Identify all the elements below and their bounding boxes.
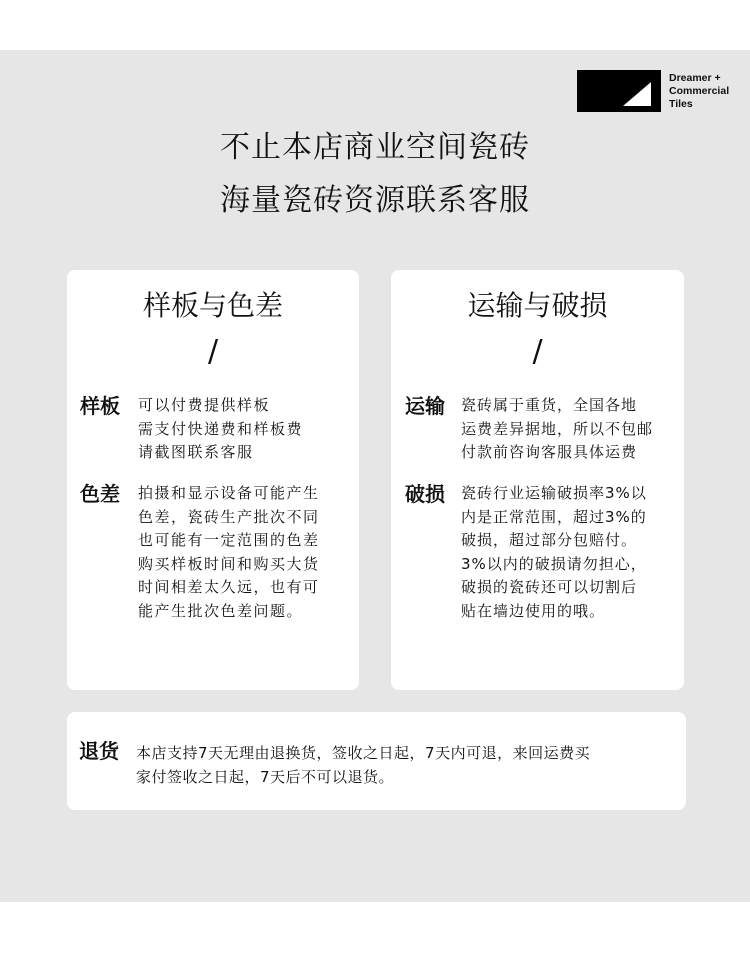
sample-color-card [67, 270, 359, 690]
headline-line-2: 海量瓷砖资源联系客服 [220, 183, 530, 218]
text-line: 购买样板时间和购买大货 [138, 554, 320, 573]
text-line: 内是正常范围，超过3%的 [461, 507, 647, 526]
return-policy-card [67, 712, 686, 810]
logo-line-1: Dreamer + [669, 72, 721, 84]
item-label: 样板 [80, 394, 120, 418]
text-line: 能产生批次色差问题。 [138, 601, 304, 620]
text-line: 贴在墙边使用的哦。 [461, 601, 606, 620]
text-line: 3%以内的破损请勿担心， [461, 554, 647, 573]
headline-line-1: 不止本店商业空间瓷砖 [220, 130, 530, 165]
text-line: 拍摄和显示设备可能产生 [138, 484, 320, 502]
return-label: 退货 [79, 739, 119, 763]
logo-line-2: Commercial [669, 85, 730, 97]
item-label: 色差 [80, 482, 120, 506]
text-line: 付款前咨询客服具体运费 [461, 443, 638, 461]
item-label: 运输 [405, 394, 445, 418]
text-line: 也可能有一定范围的色差 [138, 531, 320, 549]
title-divider-slash: / [532, 334, 543, 369]
item-text [138, 482, 320, 623]
text-line: 家付签收之日起，7天后不可以退货。 [136, 768, 395, 786]
logo-line-3: Tiles [669, 98, 693, 110]
item-text [461, 482, 647, 623]
text-line: 破损的瓷砖还可以切割后 [461, 578, 638, 596]
text-line: 可以付费提供样板 [138, 396, 271, 414]
text-line: 瓷砖属于重货，全国各地 [461, 396, 638, 414]
sample-item [80, 394, 303, 465]
return-text [136, 741, 590, 789]
logo-mark-icon [577, 70, 661, 112]
card-title: 样板与色差 [142, 289, 283, 322]
item-label: 破损 [405, 482, 445, 506]
color-difference-item [80, 482, 320, 623]
item-text [461, 394, 653, 465]
text-line: 瓷砖行业运输破损率3%以 [461, 484, 647, 502]
text-line: 需支付快递费和样板费 [138, 419, 304, 438]
logo-text [669, 72, 729, 111]
title-divider-slash: / [207, 334, 219, 369]
text-line: 时间相差太久远，也有可 [138, 578, 320, 596]
text-line: 请截图联系客服 [138, 443, 254, 461]
text-line: 本店支持7天无理由退换货，签收之日起，7天内可退，来回运费买 [136, 744, 591, 762]
item-text [138, 394, 303, 465]
text-line: 色差，瓷砖生产批次不同 [138, 507, 320, 526]
text-line: 运费差异据地，所以不包邮 [461, 419, 654, 438]
shipping-item [405, 394, 653, 465]
damage-item [405, 482, 647, 623]
text-line: 破损，超过部分包赔付。 [461, 531, 638, 549]
shipping-damage-card [391, 270, 684, 690]
card-title: 运输与破损 [467, 289, 608, 322]
brand-logo [577, 70, 729, 112]
